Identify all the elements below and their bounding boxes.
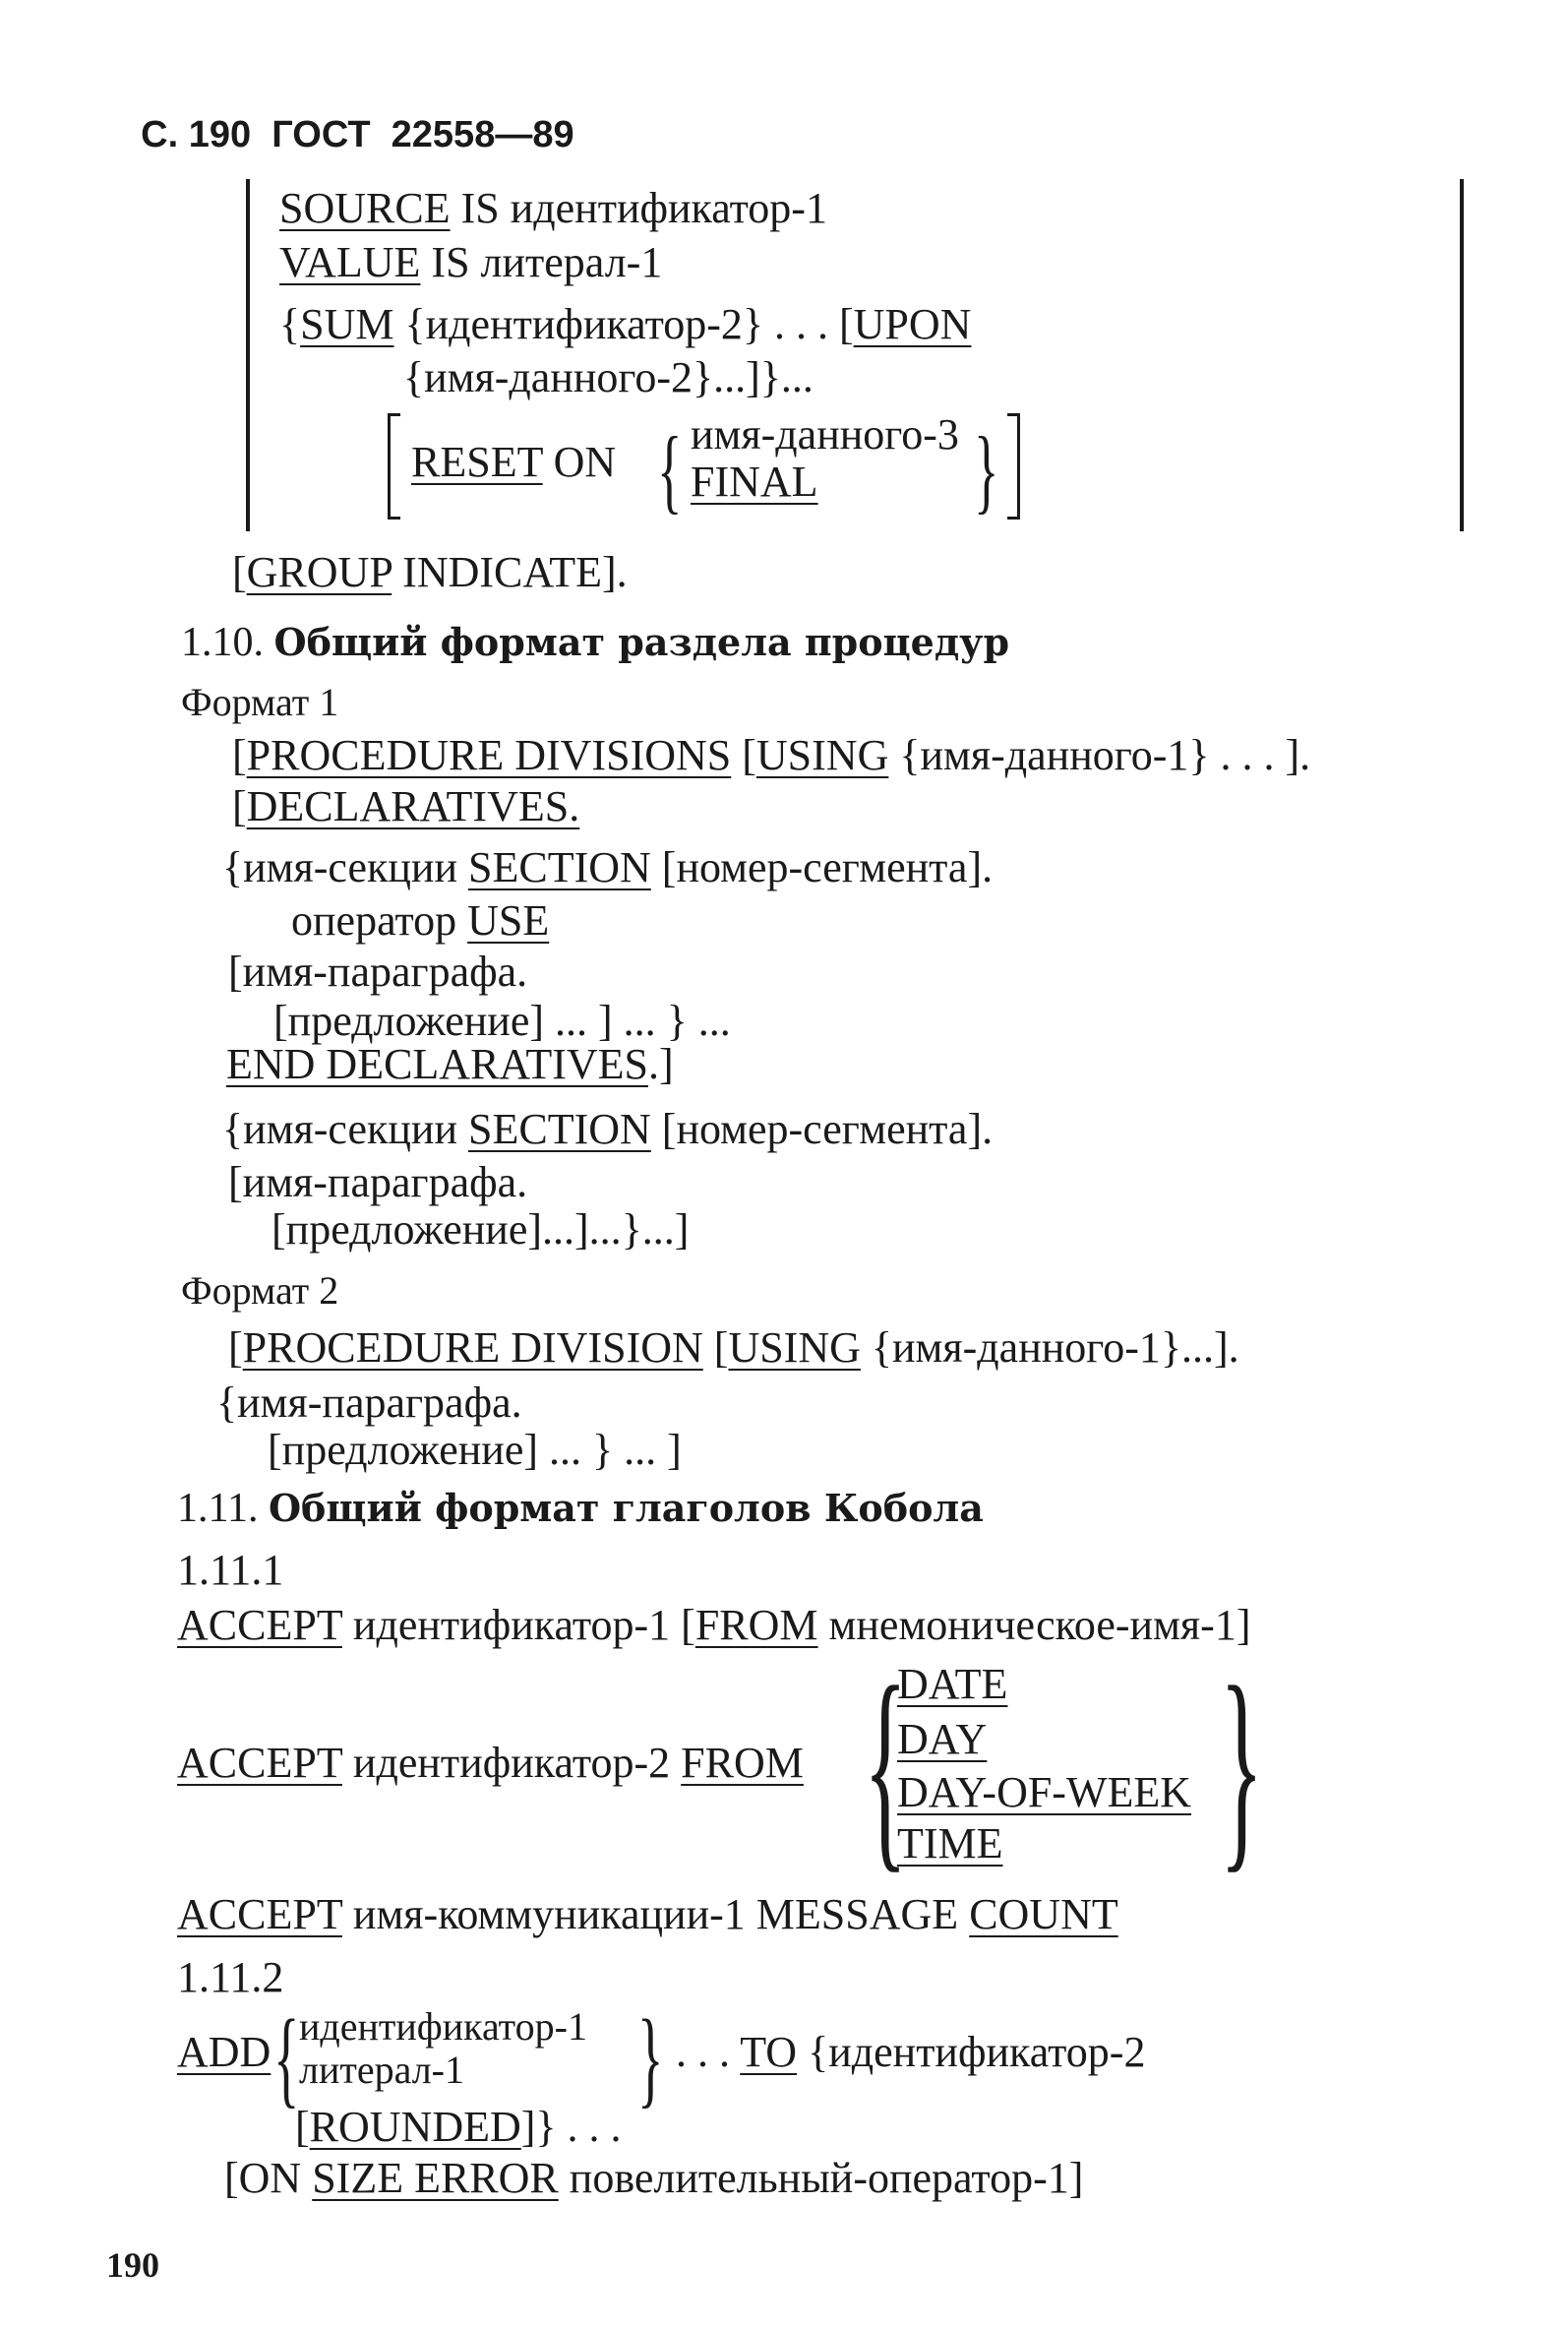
format-1-line-3 [222, 843, 994, 891]
section-keyword-1: SECTION [468, 843, 651, 891]
size-open: [ON [224, 2154, 313, 2202]
subsection-1-11-2: 1.11.2 [177, 1953, 284, 2001]
format-2-label: Формат 2 [181, 1268, 339, 1313]
option-day-of-week: DAY-OF-WEEK [897, 1768, 1192, 1816]
f1l3-pre: {имя-секции [222, 843, 469, 891]
procedure-division-keyword: PROCEDURE DIVISION [242, 1323, 703, 1372]
sum-continuation [403, 353, 814, 401]
declaratives-keyword: DECLARATIVES. [246, 782, 580, 830]
f1l2-open: [ [232, 782, 247, 830]
f1l3-rest: [номер-сегмента]. [650, 843, 994, 891]
f1l1-mid: [ [731, 731, 756, 779]
section-1-10-heading [181, 622, 1009, 663]
format-2-line-2: {имя-параграфа. [216, 1378, 522, 1427]
accept-keyword-3: ACCEPT [177, 1890, 342, 1938]
page-number-footer: 190 [106, 2245, 159, 2285]
section-1-10-number: 1.10. [181, 620, 264, 665]
accept-2-mid: идентификатор-2 [341, 1739, 682, 1787]
procedure-divisions-keyword: PROCEDURE DIVISIONS [246, 731, 732, 779]
option-date: DATE [897, 1660, 1008, 1708]
section-keyword-2: SECTION [468, 1105, 651, 1153]
format-1-line-10: [предложение]...]...}...] [271, 1205, 690, 1254]
f2l1-rest: {имя-данного-1}...]. [860, 1323, 1239, 1372]
rounded-rest: ]} . . . [520, 2103, 622, 2151]
source-keyword: SOURCE [279, 184, 451, 232]
group-text: INDICATE]. [392, 548, 628, 596]
accept-keyword-1: ACCEPT [177, 1601, 342, 1649]
accept-options-right-brace: } [1220, 1640, 1264, 1891]
outer-left-brace [246, 179, 258, 531]
group-indicate-line [232, 548, 628, 596]
f1l1-rest: {имя-данного-1} . . . ]. [888, 731, 1311, 779]
from-keyword-1: FROM [694, 1601, 818, 1649]
f1l4-pre: оператор [291, 896, 468, 945]
add-keyword: ADD [177, 2028, 271, 2076]
format-1-label: Формат 1 [181, 680, 339, 724]
value-text: IS литерал-1 [420, 238, 663, 286]
size-error-line [224, 2154, 1084, 2202]
f1l1-open: [ [232, 731, 247, 779]
value-line [279, 238, 663, 286]
rounded-open: [ [295, 2103, 310, 2151]
header-page: 190 [188, 114, 252, 155]
reset-right-bracket [1007, 413, 1020, 520]
section-1-11-heading [177, 1488, 984, 1529]
page-header [120, 79, 574, 153]
accept-keyword-2: ACCEPT [177, 1739, 342, 1787]
reset-left-bracket [388, 413, 400, 520]
value-keyword: VALUE [279, 238, 421, 286]
reset-right-brace: } [974, 417, 999, 522]
f1l8-rest: [номер-сегмента]. [650, 1105, 994, 1153]
reset-line [411, 438, 617, 486]
reset-left-brace: { [657, 417, 683, 522]
add-option-1: идентификатор-1 [299, 2004, 587, 2049]
format-1-line-2 [232, 782, 580, 830]
add-to-rest: {идентификатор-2 [797, 2028, 1146, 2076]
rounded-line [295, 2103, 622, 2151]
accept-line-1 [177, 1601, 1251, 1649]
subsection-1-11-1: 1.11.1 [177, 1546, 284, 1594]
accept-1-mid: идентификатор-1 [ [341, 1601, 695, 1649]
add-left-brace: { [273, 1997, 300, 2117]
f2l1-mid: [ [702, 1323, 729, 1372]
sum-cont-text: {имя-данного-2}...]}... [403, 353, 814, 401]
count-keyword: COUNT [969, 1890, 1118, 1938]
format-1-line-5: [имя-параграфа. [228, 948, 528, 996]
from-keyword-2: FROM [681, 1739, 804, 1787]
format-1-line-7 [226, 1040, 674, 1088]
accept-1-rest: мнемоническое-имя-1] [817, 1601, 1251, 1649]
accept-line-3 [177, 1890, 1118, 1938]
accept-3-mid: имя-коммуникации-1 MESSAGE [341, 1890, 970, 1938]
option-time: TIME [897, 1819, 1003, 1868]
add-right-brace: } [637, 1997, 664, 2117]
section-1-10-title: Общий формат раздела процедур [273, 620, 1010, 664]
end-declaratives-keyword: END DECLARATIVES [226, 1040, 648, 1088]
accept-line-2 [177, 1739, 804, 1787]
sum-line [279, 300, 972, 348]
format-2-line-1 [228, 1323, 1239, 1372]
add-mid: . . . [665, 2028, 741, 2076]
format-1-line-4 [291, 896, 550, 945]
header-gost: ГОСТ [271, 114, 371, 155]
sum-keyword: SUM [300, 300, 394, 348]
format-1-line-8 [222, 1105, 994, 1153]
size-error-keyword: SIZE ERROR [312, 2154, 559, 2202]
f2l1-open: [ [228, 1323, 243, 1372]
accept-options-left-brace: { [864, 1640, 908, 1891]
source-line [279, 184, 827, 232]
section-1-11-title: Общий формат глаголов Кобола [268, 1486, 984, 1530]
add-option-2: литерал-1 [299, 2048, 464, 2092]
sum-open: { [279, 300, 301, 348]
reset-option-1: имя-данного-3 [691, 410, 959, 459]
using-keyword-1: USING [755, 731, 889, 779]
add-to-line [665, 2028, 1146, 2076]
group-open: [ [232, 548, 247, 596]
source-text: IS идентификатор-1 [450, 184, 827, 232]
upon-keyword: UPON [853, 300, 972, 348]
f1l7-rest: .] [647, 1040, 674, 1088]
use-keyword: USE [467, 896, 550, 945]
reset-option-2: FINAL [691, 458, 818, 506]
size-error-rest: повелительный-оператор-1] [558, 2154, 1084, 2202]
header-number: 22558—89 [391, 114, 574, 155]
outer-right-brace [1452, 179, 1464, 531]
f1l8-pre: {имя-секции [222, 1105, 469, 1153]
sum-text: {идентификатор-2} . . . [ [393, 300, 854, 348]
reset-on: ON [553, 438, 617, 486]
group-keyword: GROUP [246, 548, 392, 596]
reset-keyword: RESET [411, 438, 543, 486]
header-prefix: С. [141, 114, 179, 155]
section-1-11-number: 1.11. [177, 1486, 259, 1531]
format-1-line-6: [предложение] ... ] ... } ... [273, 997, 731, 1045]
to-keyword: TO [740, 2028, 798, 2076]
option-day: DAY [897, 1715, 988, 1763]
rounded-keyword: ROUNDED [309, 2103, 521, 2151]
using-keyword-2: USING [728, 1323, 861, 1372]
format-2-line-3: [предложение] ... } ... ] [268, 1426, 682, 1474]
format-1-line-9: [имя-параграфа. [228, 1158, 528, 1206]
format-1-line-1 [232, 731, 1311, 779]
